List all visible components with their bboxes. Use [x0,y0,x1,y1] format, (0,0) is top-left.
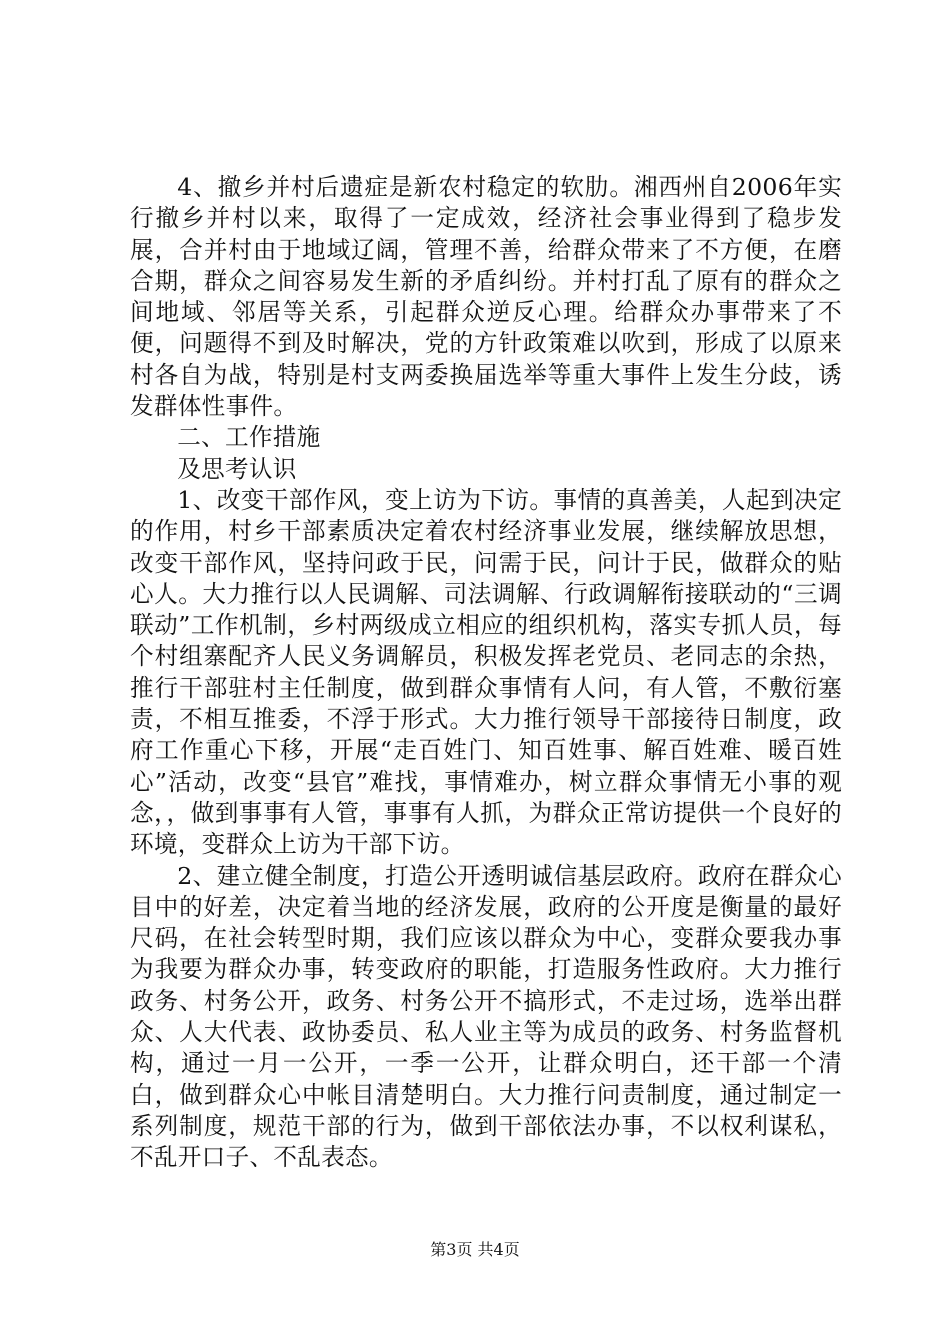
paragraph-transparent-government: 2、建立健全制度，打造公开透明诚信基层政府。政府在群众心目中的好差，决定着当地的经济发展，政府的公开度是衡量的最好尺码，在社会转型时期，我们应该以群众为中心，变群众要我办事为我要为群众办事，转变政府的职能，打造服务性政府。大力推行政务、村务公开，政务、村务公开不搞形式，不走过场，选举出群众、人大代表、政协委员、私人业主等为成员的政务、村务监督机构，通过一月一公开，一季一公开，让群众明白，还干部一个清白，做到群众心中帐目清楚明白。大力推行问责制度，通过制定一系列制度，规范干部的行为，做到干部依法办事，不以权利谋私，不乱开口子、不乱表态。 [130,861,842,1172]
paragraph-cadre-style: 1、改变干部作风，变上访为下访。事情的真善美，人起到决定的作用，村乡干部素质决定着农村经济事业发展，继续解放思想，改变干部作风，坚持问政于民，问需于民，问计于民，做群众的贴心人。大力推行以人民调解、司法调解、行政调解衔接联动的“三调联动”工作机制，乡村两级成立相应的组织机构，落实专抓人员，每个村组寨配齐人民义务调解员，积极发挥老党员、老同志的余热，推行干部驻村主任制度，做到群众事情有人问，有人管，不敷衍塞责，不相互推委，不浮于形式。大力推行领导干部接待日制度，政府工作重心下移，开展“走百姓门、知百姓事、解百姓难、暖百姓心”活动，改变“县官”难找，事情难办，树立群众事情无小事的观念，，做到事事有人管，事事有人抓，为群众正常访提供一个良好的环境，变群众上访为干部下访。 [130,485,842,859]
document-body [130,172,842,1174]
page-number-footer: 第3页 共4页 [430,1240,520,1259]
section-heading-reflections: 及思考认识 [177,454,297,483]
section-heading-work-measures: 二、工作措施 [177,423,321,452]
paragraph-township-merger: 4、撤乡并村后遗症是新农村稳定的软肋。湘西州自2006年实行撤乡并村以来，取得了一定成效，经济社会事业得到了稳步发展，合并村由于地域辽阔，管理不善，给群众带来了不方便，在磨合期，群众之间容易发生新的矛盾纠纷。并村打乱了原有的群众之间地域、邻居等关系，引起群众逆反心理。给群众办事带来了不便，问题得不到及时解决，党的方针政策难以吹到，形成了以原来村各自为战，特别是村支两委换届选举等重大事件上发生分歧，诱发群体性事件。 [130,173,842,421]
